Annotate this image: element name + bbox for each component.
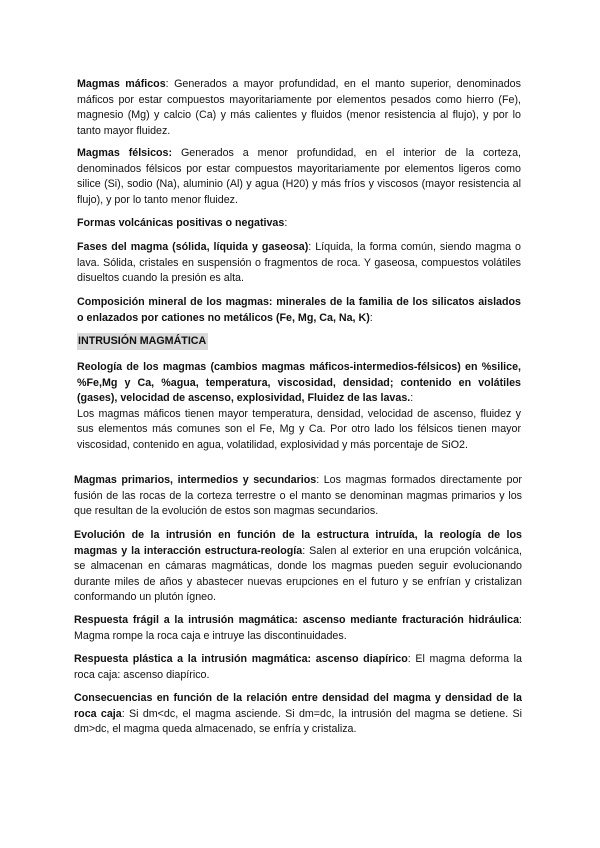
- paragraph-title: Formas volcánicas positivas o negativas: [77, 217, 285, 229]
- paragraph-respuesta-plastica: [74, 652, 522, 683]
- paragraph-text: : El magma deforma la roca caja: ascenso diapírico.: [74, 653, 522, 681]
- paragraph-title: Reología de los magmas (cambios magmas máficos-intermedios-félsicos) en %silice, %Fe,Mg y Ca, %agua, temperatura, viscosidad, densidad; contenido en volátiles (gases), velocidad de ascenso, explosividad, Fluidez de las lavas.: [77, 361, 521, 405]
- paragraph-reologia: [77, 360, 521, 454]
- paragraph-text: : Salen al exterior en una erupción volcánica, se almacenan en cámaras magmáticas, donde los magmas pueden seguir evolucionando durante miles de años y abastecer nuevas erupciones en el futuro y se enfrían y cristalizan conformando un plutón ígneo.: [74, 544, 522, 604]
- paragraph-text: Generados a menor profundidad, en el interior de la corteza, denominados félsicos por estar compuestos mayoritariamente por elementos ligeros como silice (Si), sodio (Na), aluminio (Al) y agua (H20) y más fríos y viscosos (mayor resistencia al flujo), y por lo tanto menor fluidez.: [77, 147, 521, 206]
- paragraph-composicion-mineral: [77, 295, 521, 326]
- paragraph-text: :: [369, 311, 373, 324]
- paragraph-colon: :: [410, 392, 414, 405]
- paragraph-magmas-felsicos: [77, 146, 521, 208]
- paragraph-formas-volcanicas: [77, 216, 521, 232]
- paragraph-title: Magmas primarios, intermedios y secundarios: [74, 474, 317, 486]
- paragraph-magmas-maficos: [77, 77, 521, 139]
- paragraph-title: Consecuencias en función de la relación entre densidad del magma y densidad de la roca caja: [74, 692, 522, 720]
- paragraph-text: : Si dm<dc, el magma asciende. Si dm=dc, la intrusión del magma se detiene. Si dm>dc, el magma queda almacenado, se enfría y cristaliza.: [74, 707, 522, 736]
- paragraph-title: Respuesta frágil a la intrusión magmática: ascenso mediante fracturación hidráulica: [74, 614, 520, 626]
- paragraph-text: : Los magmas formados directamente por fusión de las rocas de la corteza terrestre o el manto se denominan magmas primarios y los que resultan de la evolución de estos son magmas secundarios.: [74, 474, 522, 518]
- paragraph-text: : Líquida, la forma común, siendo magma o lava. Sólida, cristales en suspensión o fragmentos de roca. Y gaseosa, compuestos volátiles disueltos cuando la presión es alta.: [77, 241, 521, 285]
- paragraph-text: : Generados a mayor profundidad, en el manto superior, denominados máficos por estar compuestos mayoritariamente por elementos pesados como hierro (Fe), magnesio (Mg) y calcio (Ca) y más calientes y fluidos (menor resistencia al flujo), y por lo tanto mayor fluidez.: [77, 78, 521, 137]
- paragraph-title: Magmas félsicos:: [77, 147, 173, 159]
- paragraph-text: : Magma rompe la roca caja e intruye las discontinuidades.: [74, 614, 522, 642]
- paragraph-text: Los magmas máficos tienen mayor temperatura, densidad, velocidad de ascenso, fluidez y sus elementos más comunes son el Fe, Mg y Ca. Por otro lado los félsicos tienen mayor viscosidad, contenido en agua, volatilidad, explosividad y más porcentaje de SiO2.: [77, 407, 521, 451]
- paragraph-title: Respuesta plástica a la intrusión magmática: ascenso diapírico: [74, 653, 408, 665]
- paragraph-evolucion-intrusion: [74, 528, 522, 606]
- paragraph-magmas-primarios: [74, 473, 522, 520]
- paragraph-fases-magma: [77, 240, 521, 287]
- paragraph-title: Evolución de la intrusión en función de la estructura intruída, la reología de los magmas y la interacción estructura-reología: [74, 529, 522, 557]
- paragraph-title: Fases del magma (sólida, líquida y gaseosa): [77, 241, 309, 253]
- section-heading-intrusion: INTRUSIÓN MAGMÁTICA: [77, 333, 208, 350]
- paragraph-respuesta-fragil: [74, 613, 522, 644]
- paragraph-title: Magmas máficos: [77, 78, 166, 90]
- paragraph-title: Composición mineral de los magmas: minerales de la familia de los silicatos aislados o enlazados por cationes no metálicos (Fe, Mg, Ca, Na, K): [77, 296, 521, 324]
- paragraph-consecuencias-densidad: [74, 691, 522, 738]
- paragraph-text: :: [284, 217, 288, 229]
